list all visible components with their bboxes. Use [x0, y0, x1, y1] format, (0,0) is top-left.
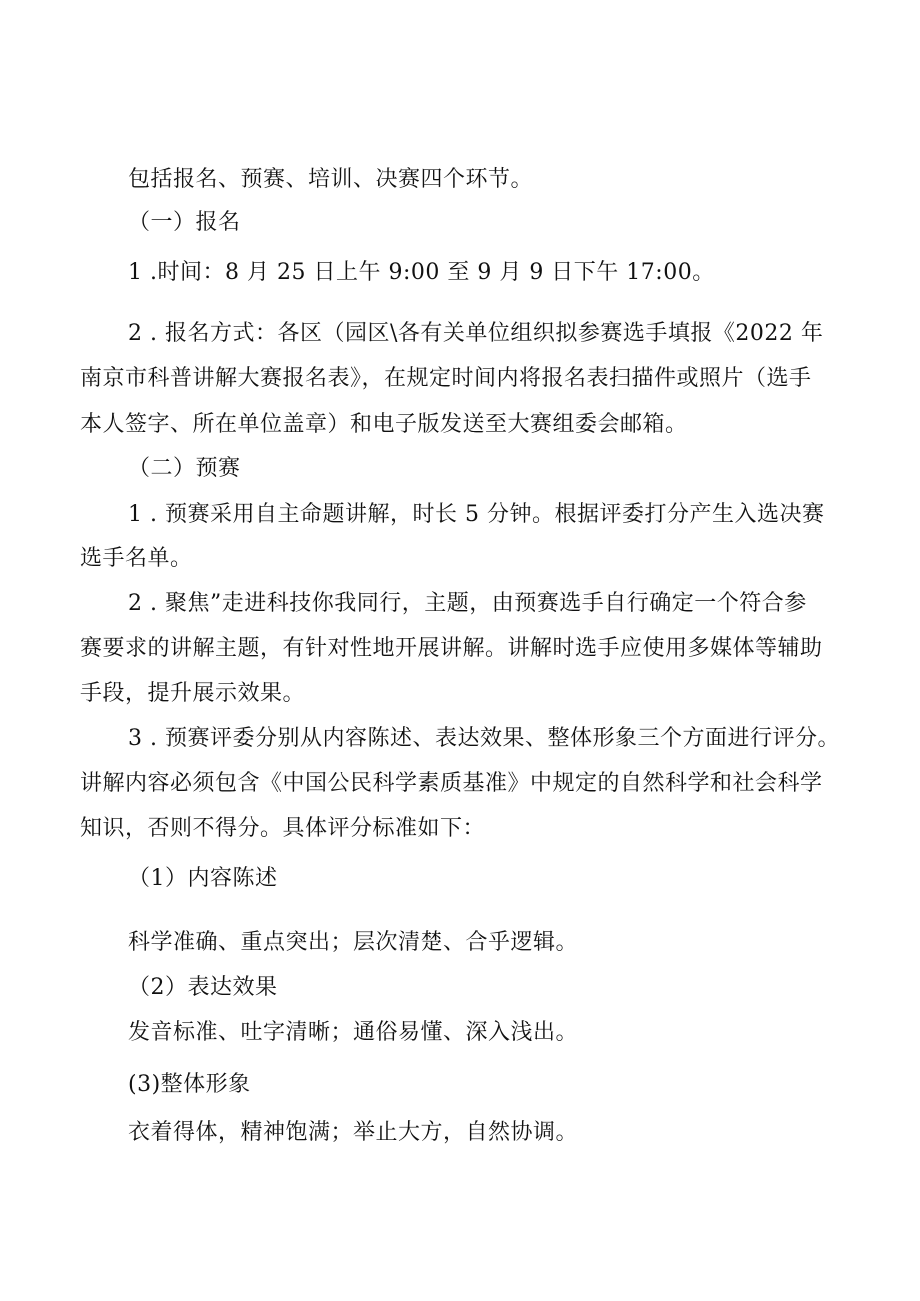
text-line-prelim-3b: 讲解内容必须包含《中国公民科学素质基准》中规定的自然科学和社会科学	[80, 771, 823, 796]
text-line-prelim-3a: 3 . 预赛评委分别从内容陈述、表达效果、整体形象三个方面进行评分。	[128, 726, 840, 751]
text-line-content: 科学准确、重点突出；层次清楚、合乎逻辑。	[128, 930, 579, 955]
heading-registration: （一）报名	[128, 210, 241, 235]
text-line-prelim-2c: 手段，提升展示效果。	[80, 681, 306, 706]
heading-image: (3)整体形象	[128, 1072, 251, 1097]
text-line-prelim-1a: 1 . 预赛采用自主命题讲解，时长 5 分钟。根据评委打分产生入选决赛	[128, 502, 825, 527]
text-line-method-1: 2 . 报名方式：各区（园区\各有关单位组织拟参赛选手填报《2022 年	[128, 321, 824, 346]
text-line-prelim-2a: 2 . 聚焦”走进科技你我同行，主题，由预赛选手自行确定一个符合参	[128, 591, 807, 616]
heading-preliminary: （二）预赛	[128, 456, 241, 481]
text-line-method-3: 本人签字、所在单位盖章）和电子版发送至大赛组委会邮箱。	[80, 412, 688, 437]
text-line-prelim-1b: 选手名单。	[80, 546, 193, 571]
text-line-prelim-2b: 赛要求的讲解主题，有针对性地开展讲解。讲解时选手应使用多媒体等辅助	[80, 636, 823, 661]
text-line-image: 衣着得体，精神饱满；举止大方，自然协调。	[128, 1120, 579, 1145]
text-line-method-2: 南京市科普讲解大赛报名表》，在规定时间内将报名表扫描件或照片（选手	[80, 366, 812, 391]
text-line-time: 1 .时间：8 月 25 日上午 9:00 至 9 月 9 日下午 17:00。	[128, 260, 715, 285]
text-line-intro: 包括报名、预赛、培训、决赛四个环节。	[128, 167, 534, 192]
text-line-expression: 发音标准、吐字清晰；通俗易懂、深入浅出。	[128, 1020, 579, 1045]
heading-expression: （2）表达效果	[128, 975, 278, 1000]
text-line-prelim-3c: 知识，否则不得分。具体评分标准如下：	[80, 816, 486, 841]
heading-content: （1）内容陈述	[128, 866, 278, 891]
